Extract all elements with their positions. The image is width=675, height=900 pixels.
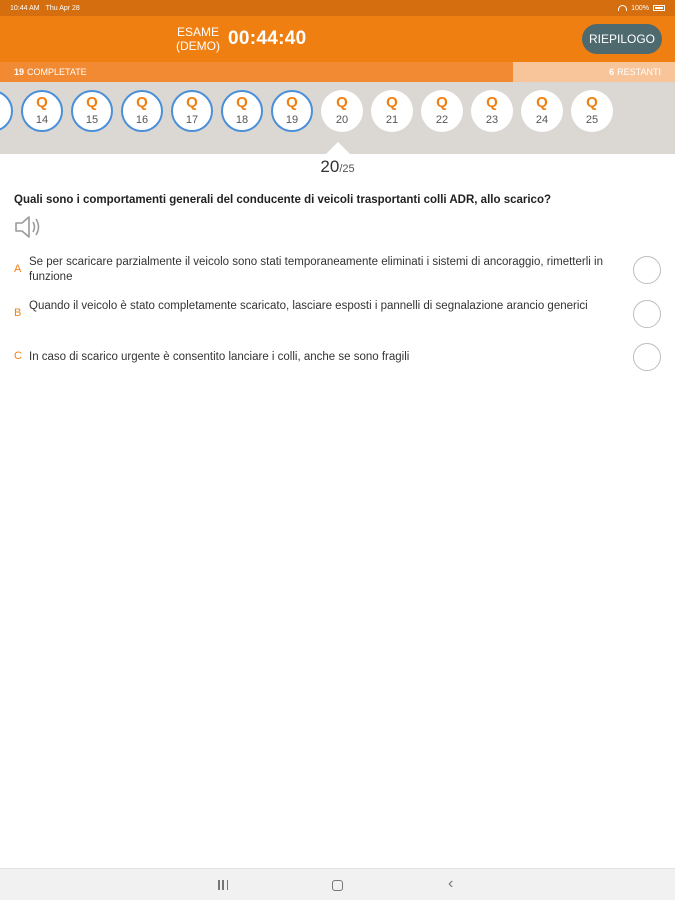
question-bubble-23[interactable] <box>471 90 513 132</box>
question-bubble-14[interactable] <box>21 90 63 132</box>
question-bubble-letter: Q <box>186 94 198 111</box>
current-question-number: 20 <box>320 157 340 176</box>
question-bubble-22[interactable] <box>421 90 463 132</box>
question-bubble-letter: Q <box>136 94 148 111</box>
question-bubble-letter: Q <box>386 94 398 111</box>
completed-count: 19 <box>14 67 25 77</box>
question-bubble-number: 15 <box>85 114 99 126</box>
question-bubble-letter: Q <box>36 94 48 111</box>
question-bubble-13[interactable] <box>0 90 13 132</box>
question-bubble-19[interactable] <box>271 90 313 132</box>
answer-letter: A <box>14 263 22 275</box>
answer-text: Quando il veicolo è stato completamente scaricato, lasciare esposti i pannelli di segnalazione arancio generici <box>29 300 588 312</box>
recents-icon[interactable] <box>218 880 228 890</box>
question-bubble-letter: Q <box>436 94 448 111</box>
current-question-pointer <box>326 142 350 154</box>
question-counter <box>0 157 675 177</box>
question-bubble-number: 22 <box>435 114 449 126</box>
answer-letter: B <box>14 307 22 319</box>
question-bubble-25[interactable] <box>571 90 613 132</box>
question-bubble-number <box>0 114 11 126</box>
question-bubble-number: 21 <box>385 114 399 126</box>
battery-percent: 100% <box>631 4 649 12</box>
system-nav-bar <box>0 868 675 900</box>
answer-text: Se per scaricare parzialmente il veicolo sono stati temporaneamente eliminati i sistemi di ancoraggio, rimetterli in funzione <box>29 256 603 283</box>
question-bubble-16[interactable] <box>121 90 163 132</box>
question-bubble-letter: Q <box>486 94 498 111</box>
answer-text: In caso di scarico urgente è consentito lanciare i colli, anche se sono fragili <box>29 351 410 363</box>
battery-icon <box>653 5 665 11</box>
answer-c-radio[interactable] <box>633 343 661 371</box>
completed-segment <box>0 62 513 82</box>
speaker-icon[interactable] <box>13 214 43 240</box>
question-bubble-15[interactable] <box>71 90 113 132</box>
status-date: Thu Apr 28 <box>45 4 80 12</box>
total-questions: /25 <box>339 163 355 175</box>
question-bubble-letter: Q <box>536 94 548 111</box>
progress-bar <box>0 62 675 82</box>
question-bubble-number: 17 <box>185 114 199 126</box>
question-bubble-letter: Q <box>336 94 348 111</box>
question-bubble-letter: Q <box>236 94 248 111</box>
summary-button[interactable]: RIEPILOGO <box>582 24 662 54</box>
question-bubble-21[interactable] <box>371 90 413 132</box>
completed-label: COMPLETATE <box>27 67 87 77</box>
answer-a-radio[interactable] <box>633 256 661 284</box>
remaining-label: RESTANTI <box>617 67 661 77</box>
home-icon[interactable] <box>332 880 343 891</box>
question-bubble-number: 20 <box>335 114 349 126</box>
question-bubble-number: 24 <box>535 114 549 126</box>
exam-label: ESAME (DEMO) <box>176 25 220 53</box>
question-bubble-20[interactable] <box>321 90 363 132</box>
status-bar <box>0 0 675 16</box>
answer-letter: C <box>14 350 22 362</box>
question-bubble-letter: Q <box>586 94 598 111</box>
question-text: Quali sono i comportamenti generali del conducente di veicoli trasportanti colli ADR, allo scarico? <box>14 194 551 206</box>
question-bubble-17[interactable] <box>171 90 213 132</box>
question-bubble-letter: Q <box>86 94 98 111</box>
exam-timer: 00:44:40 <box>228 28 307 49</box>
wifi-icon <box>618 5 627 11</box>
question-bubble-18[interactable] <box>221 90 263 132</box>
question-bubble-number: 19 <box>285 114 299 126</box>
question-bubble-number: 23 <box>485 114 499 126</box>
question-bubble-letter: Q <box>286 94 298 111</box>
question-bubble-number: 18 <box>235 114 249 126</box>
remaining-count: 6 <box>609 67 615 77</box>
question-bubble-number: 16 <box>135 114 149 126</box>
question-bubble-number: 14 <box>35 114 49 126</box>
status-time: 10:44 AM <box>10 4 40 12</box>
question-bubble-24[interactable] <box>521 90 563 132</box>
remaining-segment <box>609 62 661 82</box>
answer-b-radio[interactable] <box>633 300 661 328</box>
back-icon[interactable]: ‹ <box>448 875 454 892</box>
question-bubble-letter <box>0 95 11 111</box>
app-header <box>0 16 675 62</box>
question-bubble-number: 25 <box>585 114 599 126</box>
